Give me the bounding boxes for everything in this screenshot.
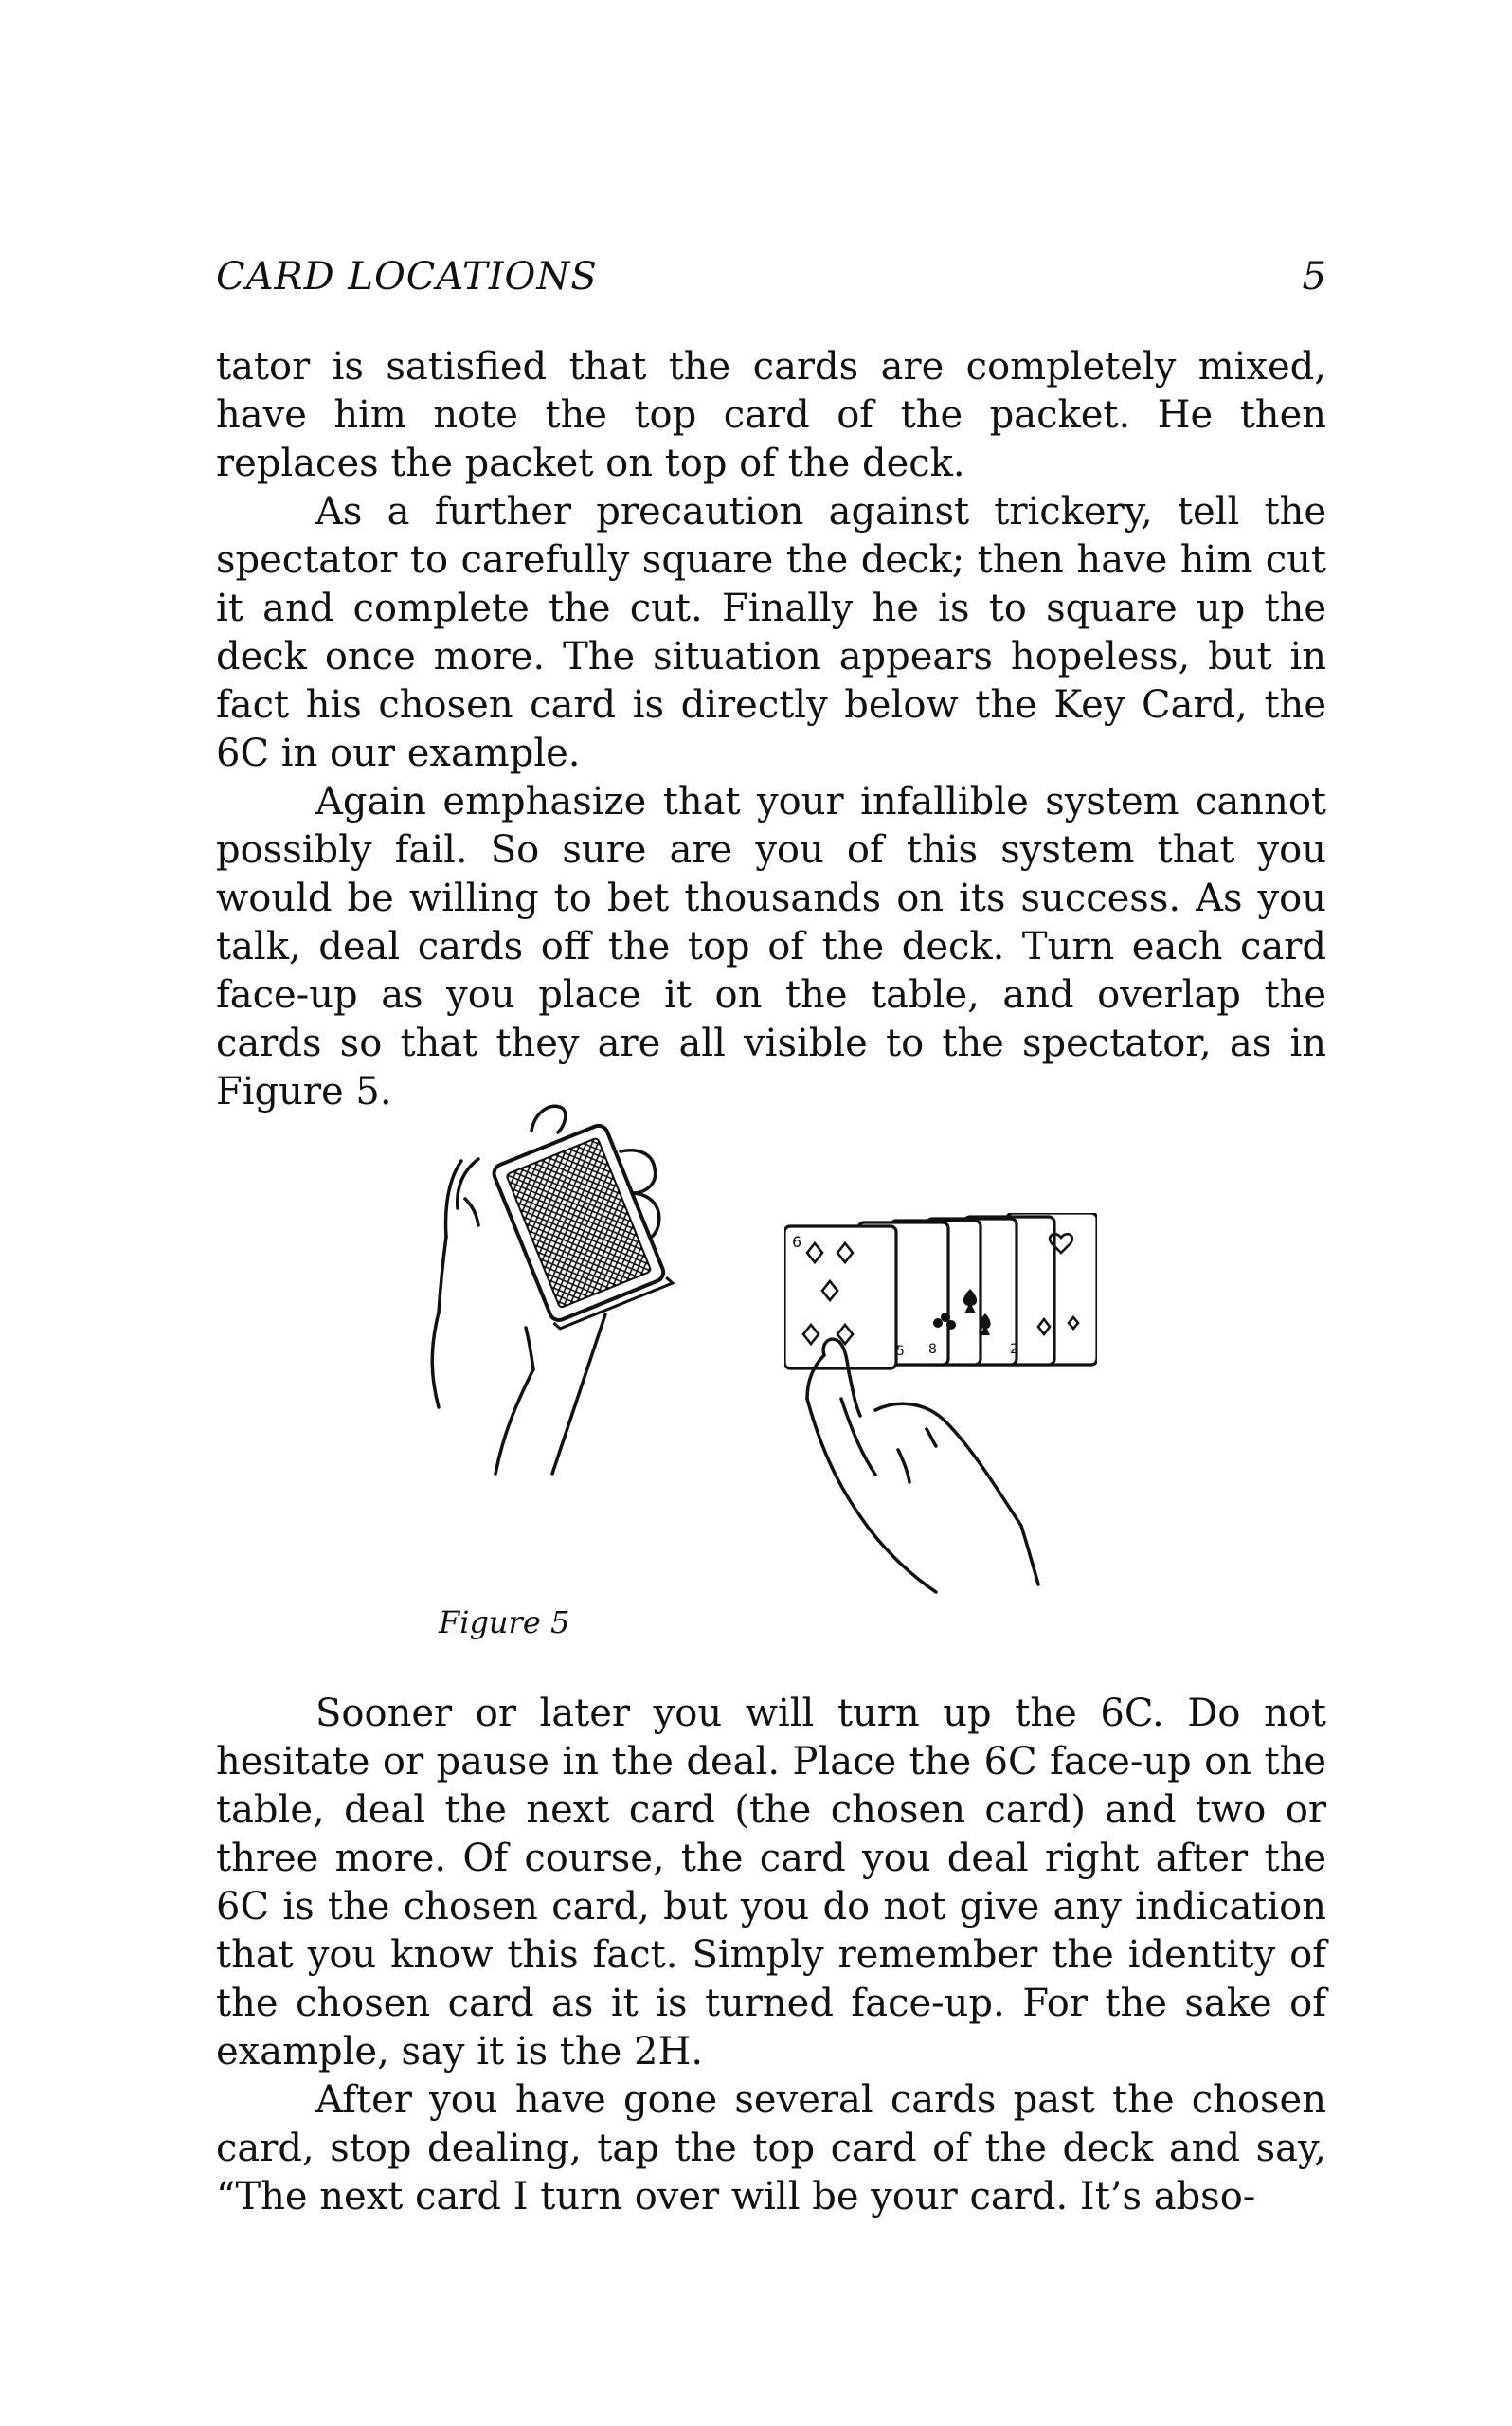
paragraph: After you have gone several cards past the chosen card, stop dealing, tap the top card of the deck and say, “The next card I turn over will be your card. It’s abso- (216, 2078, 1326, 2218)
page-number: 5 (1302, 255, 1326, 299)
running-head (216, 248, 1326, 305)
figure-5 (216, 1090, 1326, 1658)
paragraph: Sooner or later you will turn up the 6C. Do not hesitate or pause in the deal. Place the 6C face-up on the table, deal the next card (the chosen card) and two or three more. Of course, the card you deal right after the 6C is the chosen card, but you do not give any indication that you know this fact. Simply remember the identity of the chosen card as it is turned face-up. For the sake of example, say it is the 2H. (216, 1692, 1326, 2073)
svg-text:6: 6 (792, 1233, 802, 1251)
svg-text:2: 2 (1010, 1342, 1018, 1357)
hand-holding-deck-illustration (420, 1095, 694, 1493)
paragraph: As a further precaution against trickery, tell the spectator to carefully square the deck; then have him cut it and complete the cut. Finally he is to square up the deck once more. The situation appears hopeless, but in fact his chosen card is directly below the Key Card, the 6C in our example. (216, 490, 1326, 775)
figure-caption: Figure 5 (439, 1604, 570, 1640)
svg-text:5: 5 (896, 1344, 905, 1359)
svg-text:8: 8 (928, 1342, 937, 1357)
body-text-bottom (216, 1690, 1326, 2221)
body-text-top (216, 343, 1326, 1116)
hand-spreading-cards-illustration (784, 1213, 1097, 1630)
running-title: CARD LOCATIONS (216, 255, 598, 299)
paragraph: Again emphasize that your infallible system cannot possibly fail. So sure are you of this system that you would be willing to bet thousands on its success. As you talk, deal cards off the top of the deck. Turn each card face-up as you place it on the table, and overlap the cards so that they are all visible to the spectator, as in Figure 5. (216, 780, 1326, 1113)
paragraph: tator is satisfied that the cards are completely mixed, have him note the top card of the packet. He then replaces the packet on top of the deck. (216, 345, 1326, 485)
